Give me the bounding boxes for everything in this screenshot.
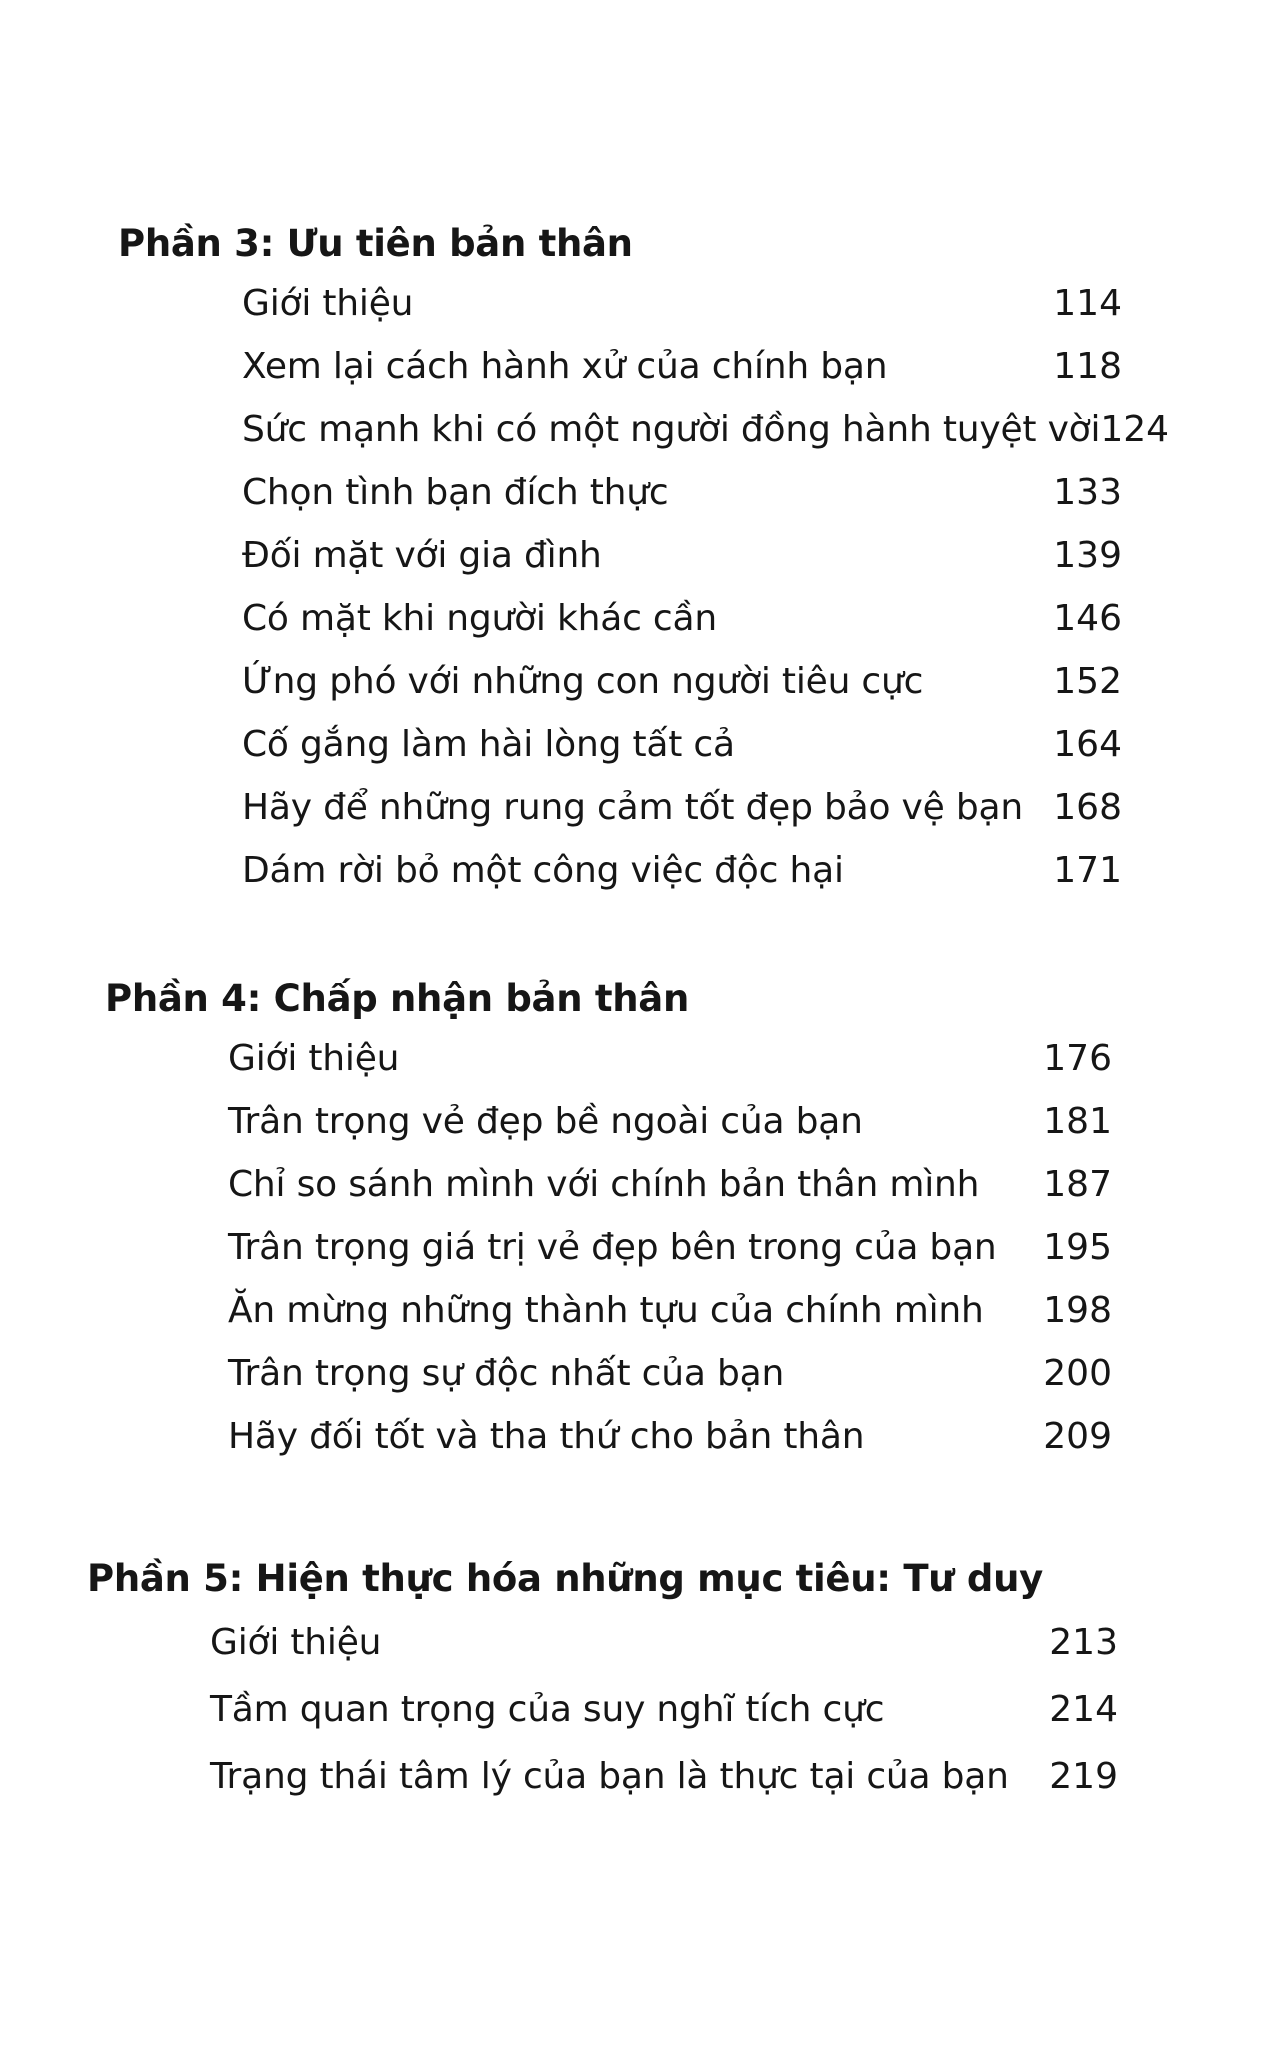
toc-entry[interactable] xyxy=(228,1350,1112,1413)
toc-entry-page: 114 xyxy=(1053,283,1122,324)
toc-entry-page: 118 xyxy=(1053,346,1122,387)
toc-entry[interactable] xyxy=(242,280,1122,343)
toc-entry[interactable] xyxy=(228,1413,1112,1476)
toc-entry-page: 124 xyxy=(1100,409,1170,450)
section-title: Phần 3: Ưu tiên bản thân xyxy=(118,222,633,265)
toc-entry-title: Giới thiệu xyxy=(210,1622,382,1663)
toc-entry-title: Giới thiệu xyxy=(242,283,414,324)
toc-entry-title: Dám rời bỏ một công việc độc hại xyxy=(242,850,844,891)
toc-entry-page: 198 xyxy=(1043,1290,1112,1331)
toc-entry-title: Tầm quan trọng của suy nghĩ tích cực xyxy=(210,1689,885,1730)
toc-entry-title: Xem lại cách hành xử của chính bạn xyxy=(242,346,888,387)
toc-entry-page: 152 xyxy=(1053,661,1122,702)
toc-entry[interactable] xyxy=(228,1098,1112,1161)
toc-entry-title: Cố gắng làm hài lòng tất cả xyxy=(242,724,735,765)
toc-entry[interactable] xyxy=(228,1161,1112,1224)
toc-entry-title: Chọn tình bạn đích thực xyxy=(242,472,669,513)
toc-entry[interactable] xyxy=(228,1224,1112,1287)
toc-entry-page: 139 xyxy=(1053,535,1122,576)
toc-entry-page: 181 xyxy=(1043,1101,1112,1142)
toc-entry-page: 213 xyxy=(1049,1622,1118,1663)
toc-entry-title: Hãy đối tốt và tha thứ cho bản thân xyxy=(228,1416,865,1457)
toc-entry[interactable] xyxy=(210,1686,1118,1753)
toc-entry[interactable] xyxy=(242,406,1170,469)
toc-entry-title: Giới thiệu xyxy=(228,1038,400,1079)
toc-entry[interactable] xyxy=(242,721,1122,784)
toc-entry-page: 171 xyxy=(1053,850,1122,891)
toc-entry[interactable] xyxy=(210,1753,1118,1820)
toc-entry[interactable] xyxy=(242,784,1122,847)
toc-entry-title: Sức mạnh khi có một người đồng hành tuyệt vời xyxy=(242,409,1101,450)
toc-entry[interactable] xyxy=(228,1035,1112,1098)
toc-entry-page: 195 xyxy=(1043,1227,1112,1268)
toc-entry[interactable] xyxy=(242,469,1122,532)
toc-entry-page: 176 xyxy=(1043,1038,1112,1079)
toc-entry-page: 168 xyxy=(1053,787,1122,828)
toc-entry-title: Hãy để những rung cảm tốt đẹp bảo vệ bạn xyxy=(242,787,1023,828)
toc-entry-page: 133 xyxy=(1053,472,1122,513)
toc-entry-title: Trạng thái tâm lý của bạn là thực tại của bạn xyxy=(210,1756,1009,1797)
toc-entry[interactable] xyxy=(242,532,1122,595)
toc-entry[interactable] xyxy=(242,658,1122,721)
toc-entry-list xyxy=(0,1035,1112,1476)
toc-entry-title: Ứng phó với những con người tiêu cực xyxy=(242,661,924,702)
toc-entry[interactable] xyxy=(242,595,1122,658)
toc-entry-list xyxy=(0,1619,1118,1820)
toc-entry-page: 187 xyxy=(1043,1164,1112,1205)
toc-entry-list xyxy=(0,280,1170,910)
toc-entry-title: Trân trọng vẻ đẹp bề ngoài của bạn xyxy=(228,1101,863,1142)
toc-entry[interactable] xyxy=(242,847,1122,910)
section-title: Phần 5: Hiện thực hóa những mục tiêu: Tư duy xyxy=(87,1557,1043,1600)
toc-entry-title: Trân trọng sự độc nhất của bạn xyxy=(228,1353,785,1394)
toc-entry-title: Chỉ so sánh mình với chính bản thân mình xyxy=(228,1164,980,1205)
toc-entry-title: Ăn mừng những thành tựu của chính mình xyxy=(228,1290,984,1331)
toc-entry-page: 146 xyxy=(1053,598,1122,639)
toc-entry-page: 164 xyxy=(1053,724,1122,765)
toc-entry[interactable] xyxy=(210,1619,1118,1686)
toc-entry-title: Có mặt khi người khác cần xyxy=(242,598,717,639)
toc-entry-page: 214 xyxy=(1049,1689,1118,1730)
section-title: Phần 4: Chấp nhận bản thân xyxy=(105,977,689,1020)
toc-entry-page: 200 xyxy=(1043,1353,1112,1394)
toc-entry-page: 219 xyxy=(1049,1756,1118,1797)
toc-entry-page: 209 xyxy=(1043,1416,1112,1457)
toc-entry-title: Đối mặt với gia đình xyxy=(242,535,602,576)
toc-section-part-5 xyxy=(0,1555,1284,1820)
toc-section-part-3 xyxy=(0,220,1284,910)
toc-entry-title: Trân trọng giá trị vẻ đẹp bên trong của bạn xyxy=(228,1227,997,1268)
toc-entry[interactable] xyxy=(242,343,1122,406)
toc-entry[interactable] xyxy=(228,1287,1112,1350)
toc-section-part-4 xyxy=(0,975,1284,1476)
